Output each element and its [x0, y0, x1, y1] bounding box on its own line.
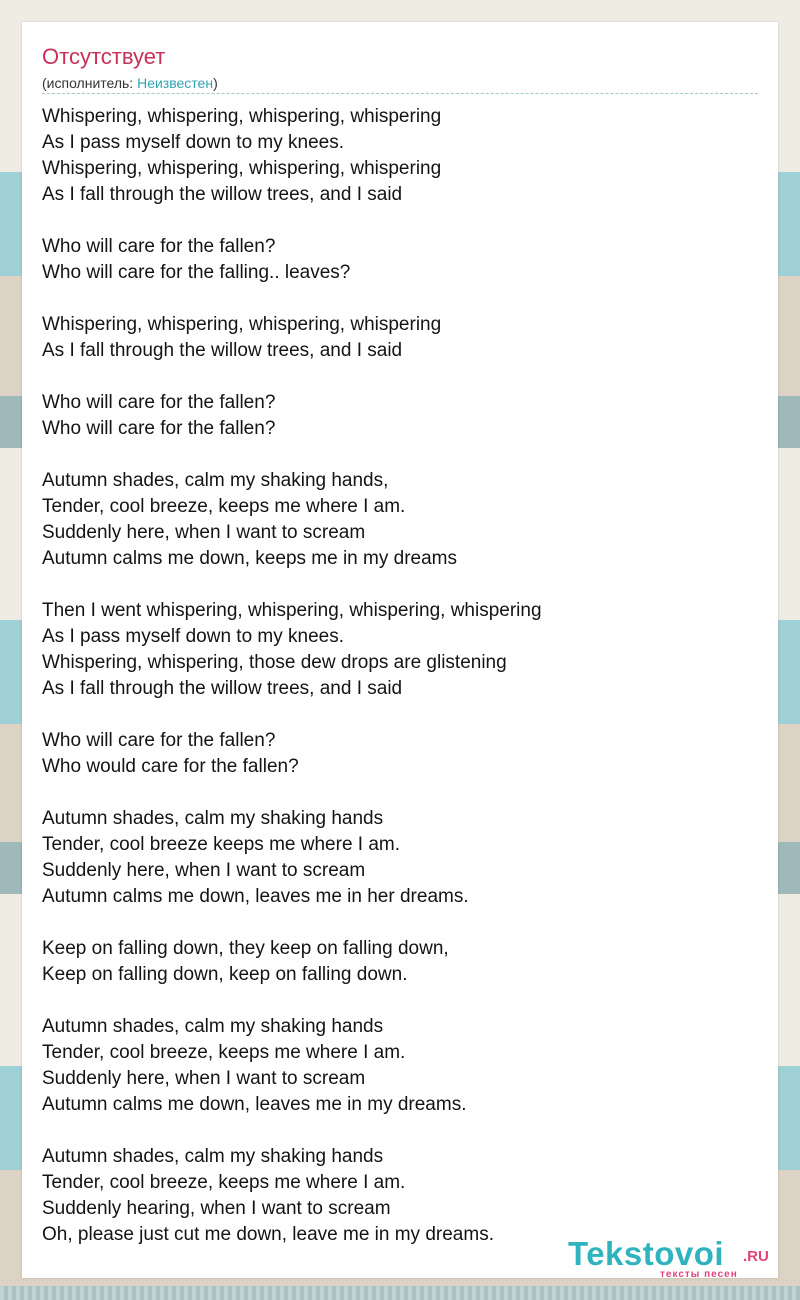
lyric-line [42, 988, 542, 1014]
logo-tagline: тексты песен [660, 1269, 738, 1280]
artist-suffix: ) [213, 75, 218, 91]
lyric-line: Who will care for the fallen? [42, 730, 276, 751]
lyric-line [42, 702, 542, 728]
lyric-line [42, 208, 542, 234]
lyric-line [42, 910, 542, 936]
lyric-line: Then I went whispering, whispering, whispering, whispering [42, 600, 542, 621]
lyric-line: Who will care for the fallen? [42, 418, 276, 439]
lyric-line: Keep on falling down, they keep on falling down, [42, 938, 449, 959]
lyric-line: As I fall through the willow trees, and I said [42, 340, 403, 361]
lyric-line: As I pass myself down to my knees. [42, 626, 345, 647]
lyric-line: Tender, cool breeze, keeps me where I am. [42, 496, 406, 517]
lyric-line: Oh, please just cut me down, leave me in my dreams. [42, 1224, 494, 1245]
bottom-strip [0, 1286, 800, 1300]
lyric-line: Suddenly here, when I want to scream [42, 1068, 366, 1089]
logo-domain: .RU [743, 1248, 769, 1265]
lyric-line: Suddenly here, when I want to scream [42, 860, 366, 881]
lyric-line: Autumn shades, calm my shaking hands [42, 1016, 384, 1037]
lyric-line: Whispering, whispering, whispering, whispering [42, 314, 442, 335]
lyric-line: As I pass myself down to my knees. [42, 132, 345, 153]
logo-word: Tekstovoi [568, 1235, 725, 1272]
lyric-line: Tender, cool breeze, keeps me where I am. [42, 1042, 406, 1063]
lyric-line: Who will care for the fallen? [42, 392, 276, 413]
lyric-line: Whispering, whispering, whispering, whispering [42, 158, 442, 179]
lyric-line: Tender, cool breeze, keeps me where I am. [42, 1172, 406, 1193]
site-logo[interactable] [568, 1234, 778, 1284]
lyric-line: As I fall through the willow trees, and I said [42, 184, 403, 205]
lyric-line: Suddenly here, when I want to scream [42, 522, 366, 543]
lyric-line: Autumn shades, calm my shaking hands [42, 1146, 384, 1167]
lyric-line: Autumn shades, calm my shaking hands [42, 808, 384, 829]
song-title: Отсутствует [42, 44, 166, 69]
lyric-line: Autumn calms me down, leaves me in my dreams. [42, 1094, 467, 1115]
lyric-line: Who will care for the falling.. leaves? [42, 262, 351, 283]
lyric-line [42, 364, 542, 390]
lyric-line [42, 286, 542, 312]
artist-link[interactable]: Неизвестен [137, 75, 214, 91]
artist-line [42, 74, 218, 92]
lyric-line: As I fall through the willow trees, and I said [42, 678, 403, 699]
lyric-line: Who will care for the fallen? [42, 236, 276, 257]
lyric-line: Keep on falling down, keep on falling down. [42, 964, 408, 985]
lyrics-text [42, 104, 542, 1248]
lyric-line: Autumn calms me down, leaves me in her dreams. [42, 886, 469, 907]
lyric-line: Autumn shades, calm my shaking hands, [42, 470, 389, 491]
artist-prefix: (исполнитель: [42, 75, 138, 91]
lyric-line: Whispering, whispering, those dew drops are glistening [42, 652, 507, 673]
lyric-line [42, 572, 542, 598]
lyric-line: Tender, cool breeze keeps me where I am. [42, 834, 401, 855]
lyric-line: Who would care for the fallen? [42, 756, 299, 777]
lyric-line [42, 780, 542, 806]
lyric-line: Suddenly hearing, when I want to scream [42, 1198, 391, 1219]
lyric-line [42, 442, 542, 468]
header-divider [42, 93, 758, 94]
lyric-line: Whispering, whispering, whispering, whispering [42, 106, 442, 127]
lyric-line: Autumn calms me down, keeps me in my dreams [42, 548, 457, 569]
lyric-line [42, 1118, 542, 1144]
lyrics-card [22, 22, 778, 1278]
